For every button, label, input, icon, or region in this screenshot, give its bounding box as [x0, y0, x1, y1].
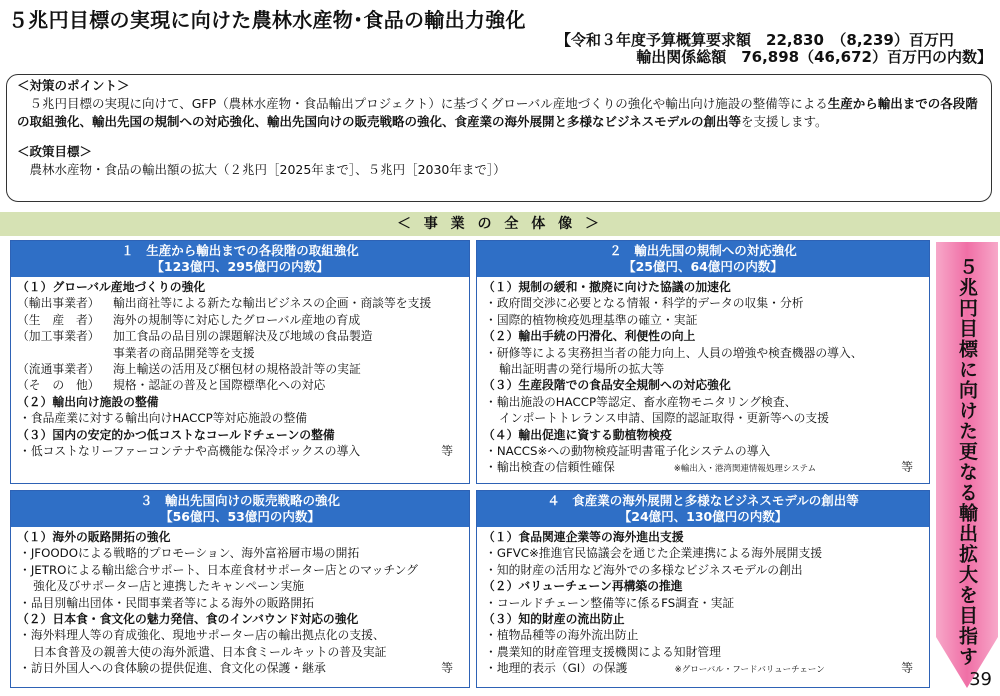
section-heading: （２）バリューチェーン再構築の推進	[483, 579, 683, 594]
row-key: （そ の 他）	[17, 378, 100, 393]
section-heading: （３）生産段階での食品安全規制への対応強化	[483, 378, 731, 393]
bullet-item: ・ コールドチェーン整備等に係るFS調査・実証	[483, 595, 923, 611]
section-heading: （２）日本食・食文化の魅力発信、食のインバウンド対応の強化	[17, 612, 359, 627]
panel-header	[477, 491, 929, 527]
panel-header	[11, 241, 469, 277]
section-heading: （２）輸出向け施設の整備	[17, 394, 159, 409]
panel-header	[11, 491, 469, 527]
section-heading: （１）海外の販路開拓の強化	[17, 530, 171, 544]
budget-summary	[556, 32, 992, 66]
etc-label: 等	[441, 661, 453, 676]
bullet-continued: 日本食普及の親善大使の海外派遣、日本食ミールキットの普及実証	[33, 644, 387, 659]
bullet-item: ・ 知的財産の活用など海外での多様なビジネスモデルの創出	[483, 562, 923, 578]
bullet-item: ・ 品目別輸出団体・民間事業者等による海外の販路開拓	[17, 595, 463, 611]
etc-label: 等	[901, 460, 913, 475]
bullet-continued: 強化及びサポーター店と連携したキャンペーン実施	[33, 579, 305, 594]
goal-text: 農林水産物・食品の輸出額の拡大（２兆円［2025年まで］、５兆円［2030年まで］）	[29, 162, 506, 177]
row-value: 加工食品の品目別の課題解決及び地域の食品製造	[113, 329, 373, 344]
section-heading: （４）輸出促進に資する動植物検疫	[483, 427, 672, 442]
row-key: （加工事業者）	[17, 329, 100, 344]
panel-subtitle: 【25億円、64億円の内数】	[623, 259, 783, 274]
bullet-item: ・ 研修等による実務担当者の能力向上、人員の増強や検査機器の導入、	[483, 345, 923, 361]
arrow-text: ５兆円目標に向けた更なる輸出拡大を目指す	[956, 257, 978, 667]
row-key: （輸出事業者）	[17, 296, 100, 311]
bullet-row	[483, 660, 923, 678]
row-value-continued: 事業者の商品開発等を支援	[113, 345, 255, 360]
bullet-item: ・ 訪日外国人への食体験の提供促進、食文化の保護・継承	[17, 660, 463, 676]
overall-picture-bar: ＜ 事 業 の 全 体 像 ＞	[0, 212, 1000, 236]
panel-sales-strategy	[10, 490, 470, 688]
row-value: 規格・認証の普及と国際標準化への対応	[113, 378, 326, 393]
etc-label: 等	[441, 444, 453, 459]
bullet-item: ・ 政府間交渉に必要となる情報・科学的データの収集・分析	[483, 295, 923, 311]
section-heading: （２）輸出手続の円滑化、利便性の向上	[483, 329, 696, 344]
section-heading: （１）規制の緩和・撤廃に向けた協議の加速化	[483, 280, 731, 294]
row-value: 海外の規制等に対応したグローバル産地の育成	[113, 312, 361, 327]
goal-heading: ＜政策目標＞	[17, 144, 93, 159]
bullet-item	[483, 459, 923, 477]
panel-regulation-response	[476, 240, 930, 484]
bullet-row	[17, 660, 463, 676]
section-heading: （３）知的財産の流出防止	[483, 612, 625, 627]
bullet-item: ・ NACCS※への動物検疫証明書電子化システムの導入	[483, 443, 923, 459]
panel-title: ３ 輸出先国向けの販売戦略の強化	[139, 493, 340, 508]
bullet-item: ・ GFVC※推進官民協議会を通じた企業連携による海外展開支援	[483, 545, 923, 561]
etc-label: 等	[901, 661, 913, 676]
row-key: （流通事業者）	[17, 362, 100, 377]
bullet-row	[17, 443, 463, 459]
panel-title: ２ 輸出先国の規制への対応強化	[609, 243, 797, 258]
policy-box	[6, 74, 992, 202]
bullet-continued: インポートトレランス申請、国際的認証取得・更新等への支援	[499, 411, 829, 426]
bullet-row	[483, 459, 923, 477]
footnote: ※輸出入・港湾関連情報処理システム	[673, 464, 817, 475]
section-heading: （３）国内の安定的かつ低コストなコールドチェーンの整備	[17, 427, 335, 442]
page-number: 39	[969, 669, 992, 690]
section-heading: （１）食品関連企業等の海外進出支援	[483, 530, 684, 544]
bullet-item: ・ 国際的植物検疫処理基準の確立・実証	[483, 312, 923, 328]
panel-production-to-export	[10, 240, 470, 484]
panel-subtitle: 【24億円、130億円の内数】	[618, 509, 788, 524]
row-key: （生 産 者）	[17, 312, 100, 327]
panel-overseas-expansion	[476, 490, 930, 688]
footnote: ※グローバル・フードバリューチェーン	[674, 665, 825, 676]
points-heading: ＜対策のポイント＞	[17, 78, 130, 93]
points-text-tail: を支援します。	[741, 114, 828, 129]
bullet-text: 輸出検査の信頼性確保	[496, 460, 615, 475]
list-item	[17, 312, 463, 328]
bullet-item: ・ JETROによる輸出総合サポート、日本産食材サポーター店とのマッチング	[17, 562, 463, 578]
bullet-item: ・ 輸出施設のHACCP等認定、畜水産物モニタリング検査、	[483, 394, 923, 410]
bullet-continued: 輸出証明書の発行場所の拡大等	[499, 362, 665, 377]
bullet-item	[483, 660, 923, 678]
panel-header	[477, 241, 929, 277]
bullet-item: ・ 食品産業に対する輸出向けHACCP等対応施設の整備	[17, 410, 463, 426]
budget-line-1: 【令和３年度予算概算要求額 22,830 （8,239）百万円	[556, 31, 954, 49]
list-item	[17, 377, 463, 393]
bullet-item: ・ 植物品種等の海外流出防止	[483, 627, 923, 643]
bullet-item: ・ 海外料理人等の育成強化、現地サポーター店の輸出拠点化の支援、	[17, 627, 463, 643]
panel-subtitle: 【56億円、53億円の内数】	[160, 509, 320, 524]
page-title: ５兆円目標の実現に向けた農林水産物･食品の輸出力強化	[8, 8, 526, 32]
panel-subtitle: 【123億円、295億円の内数】	[151, 259, 329, 274]
row-value: 海上輸送の活用及び梱包材の規格設計等の実証	[113, 362, 361, 377]
list-item	[17, 361, 463, 377]
panel-title: １ 生産から輸出までの各段階の取組強化	[121, 243, 359, 258]
list-item	[17, 328, 463, 344]
section-heading: （１）グローバル産地づくりの強化	[17, 280, 206, 294]
bullet-item: ・ 農業知的財産管理支援機関による知財管理	[483, 644, 923, 660]
list-item	[17, 295, 463, 311]
points-text-plain: ５兆円目標の実現に向けて、GFP（農林水産物・食品輸出プロジェクト）に基づくグローバル産地づくりの強化や輸出向け施設の整備等による	[29, 96, 828, 111]
row-value: 輸出商社等による新たな輸出ビジネスの企画・商談等を支援	[113, 296, 432, 311]
points-text	[17, 95, 981, 131]
budget-line-2: 輸出関係総額 76,898（46,672）百万円の内数】	[556, 48, 992, 66]
panel-title: ４ 食産業の海外展開と多様なビジネスモデルの創出等	[547, 493, 859, 508]
goal-arrow	[936, 242, 998, 692]
points-text-bold: 生産から輸出までの各段階の取組強化、輸出先国の規制への対応強化、輸出先国向けの販売戦略の強化、食産業の海外展開と多様なビジネスモデルの創出等	[17, 96, 978, 129]
bullet-text: 地理的表示（GI）の保護	[496, 661, 628, 676]
bullet-item: ・ JFOODOによる戦略的プロモーション、海外富裕層市場の開拓	[17, 545, 463, 561]
bullet-item: ・ 低コストなリーファーコンテナや高機能な保冷ボックスの導入	[17, 443, 463, 459]
